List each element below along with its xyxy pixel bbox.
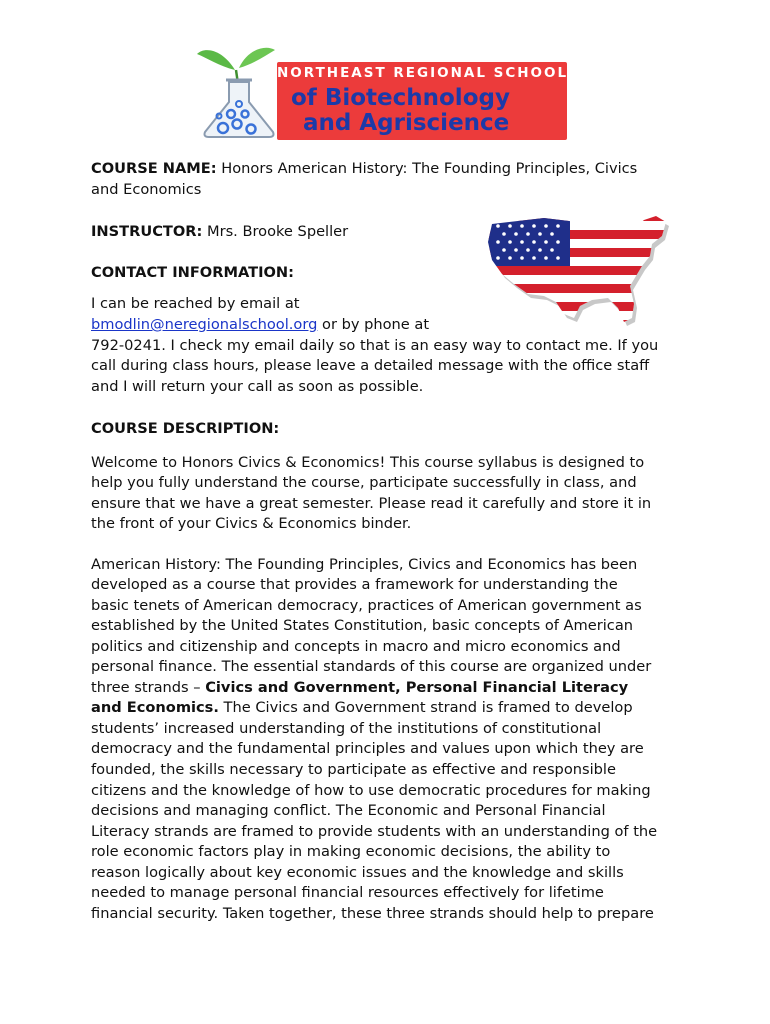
email-link[interactable]: bmodlin@neregionalschool.org: [91, 316, 318, 333]
contact-line5: and I will return your call as soon as possible.: [91, 378, 424, 395]
contact-line2: [91, 315, 691, 336]
strands-line: [91, 678, 691, 699]
description-para2-line: politics and citizenship and concepts in macro and micro economics and: [91, 638, 621, 655]
description-para2-line: citizens and the knowledge of how to use democratic procedures for making: [91, 782, 651, 799]
description-para2-line: needed to manage personal financial resources effectively for lifetime: [91, 884, 604, 901]
description-heading: COURSE DESCRIPTION:: [91, 420, 280, 437]
course-name-value: Honors American History: The Founding Principles, Civics: [216, 160, 638, 177]
strands-bold-2: and Economics.: [91, 699, 219, 716]
strands-bold-1: Civics and Government, Personal Financial Literacy: [205, 679, 629, 696]
description-para2-line: Literacy strands are framed to provide students with an understanding of the: [91, 823, 658, 840]
strands-line-2: [91, 698, 691, 719]
logo-title-line2: and Agriscience: [303, 110, 510, 136]
strands-prefix: three strands –: [91, 679, 206, 696]
strands-after: The Civics and Government strand is framed to develop: [218, 699, 633, 716]
description-para2-line: founded, the skills necessary to participate as effective and responsible: [91, 761, 616, 778]
instructor-label: INSTRUCTOR:: [91, 223, 203, 240]
description-para1-line: help you fully understand the course, participate successfully in class, and: [91, 474, 637, 491]
description-para2-line: developed as a course that provides a framework for understanding the: [91, 576, 618, 593]
description-para2-line: democracy and the fundamental principles and values upon which they are: [91, 740, 644, 757]
contact-line1: I can be reached by email at: [91, 295, 300, 312]
school-logo: [193, 44, 573, 140]
description-para1-line: ensure that we have a great semester. Please read it carefully and store it in: [91, 495, 652, 512]
course-name-label: COURSE NAME:: [91, 160, 217, 177]
logo-banner: [277, 62, 567, 140]
description-para2-line: established by the United States Constitution, basic concepts of American: [91, 617, 634, 634]
description-para2-line: American History: The Founding Principles, Civics and Economics has been: [91, 556, 638, 573]
description-para2-line: financial security. Taken together, these three strands should help to prepare: [91, 905, 654, 922]
logo-school-name: NORTHEAST REGIONAL SCHOOL: [277, 65, 569, 81]
description-para2-line: personal finance. The essential standards of this course are organized under: [91, 658, 652, 675]
contact-line4: call during class hours, please leave a detailed message with the office staff: [91, 357, 650, 374]
course-name-line1: [91, 159, 691, 180]
description-para1-line: the front of your Civics & Economics binder.: [91, 515, 412, 532]
description-para2-line: basic tenets of American democracy, practices of American government as: [91, 597, 642, 614]
description-para2-line: decisions and managing conflict. The Economic and Personal Financial: [91, 802, 606, 819]
instructor-name: Mrs. Brooke Speller: [202, 223, 349, 240]
course-name-line2: and Economics: [91, 181, 202, 198]
logo-title-line1: of Biotechnology: [291, 85, 510, 111]
description-para2-line: students’ increased understanding of the institutions of constitutional: [91, 720, 602, 737]
description-para2-line: reason logically about key economic issues and the knowledge and skills: [91, 864, 624, 881]
description-para1-line: Welcome to Honors Civics & Economics! This course syllabus is designed to: [91, 454, 645, 471]
contact-line3: 792-0241. I check my email daily so that is an easy way to contact me. If you: [91, 337, 659, 354]
description-para2-line: role economic factors play in making economic decisions, the ability to: [91, 843, 611, 860]
contact-phone-intro: or by phone at: [317, 316, 430, 333]
contact-heading: CONTACT INFORMATION:: [91, 264, 294, 281]
